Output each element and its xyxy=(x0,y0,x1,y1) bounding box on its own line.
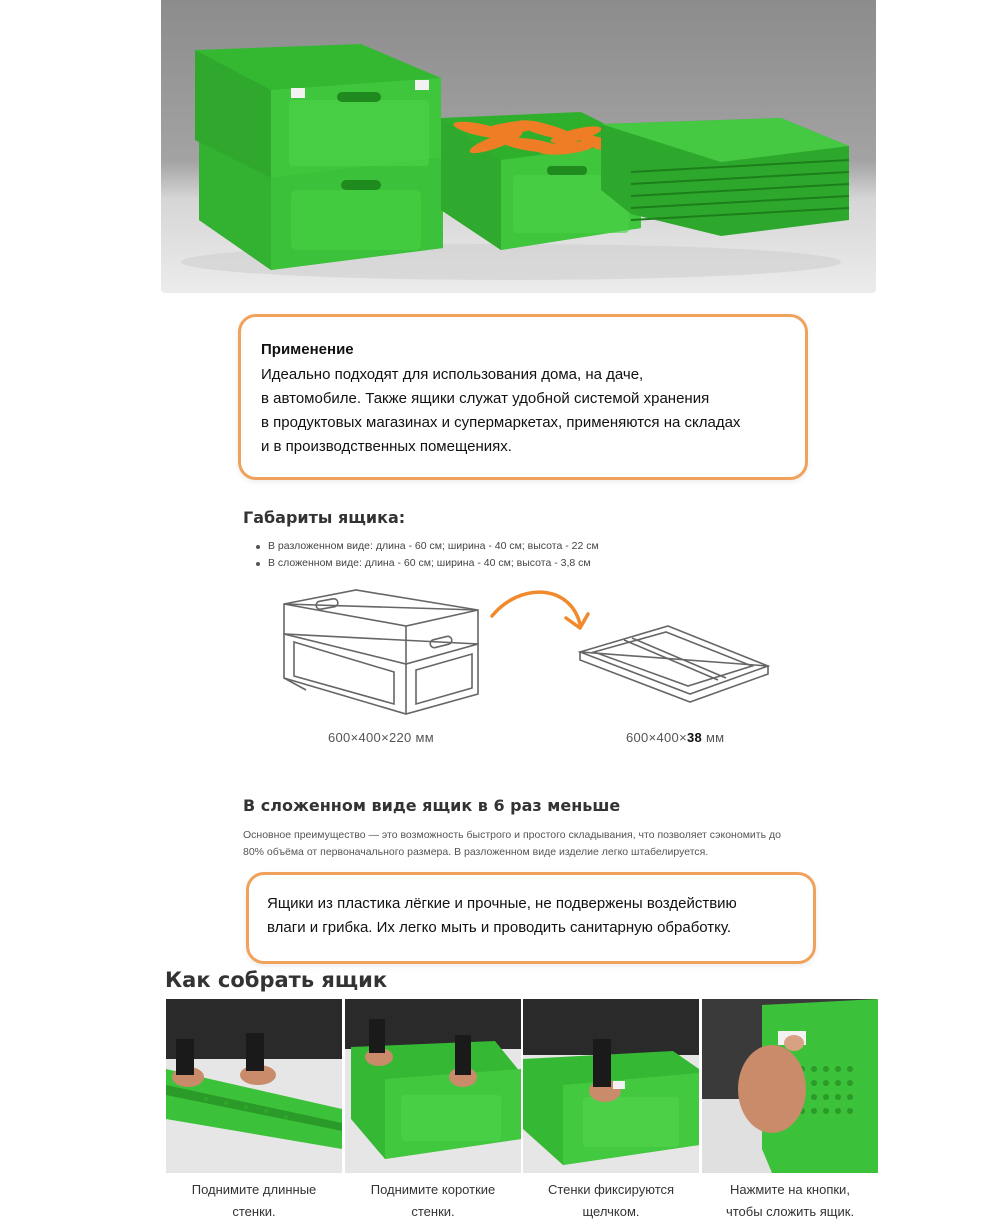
step-caption xyxy=(345,1179,521,1223)
raise-long-walls-photo xyxy=(166,999,342,1173)
material-line: влаги и грибка. Их легко мыть и проводить санитарную обработку. xyxy=(267,919,732,936)
application-line: в автомобиле. Также ящики служат удобной системой хранения xyxy=(261,390,710,407)
dimensions-title: Габариты ящика: xyxy=(243,508,406,527)
unfolded-size-caption: 600×400×220 мм xyxy=(328,730,434,745)
advantage-text: Основное преимущество — это возможность быстрого и простого складывания, что позволяет сэкономить до xyxy=(243,829,781,841)
application-card xyxy=(238,314,808,480)
step-caption-line: щелчком. xyxy=(582,1204,640,1219)
step-caption-line: Поднимите длинные xyxy=(191,1182,317,1197)
folded-smaller-title: В сложенном виде ящик в 6 раз меньше xyxy=(243,796,621,815)
step-photo xyxy=(523,999,699,1173)
step-caption-line: Нажмите на кнопки, xyxy=(730,1182,850,1197)
fold-arrow-icon xyxy=(492,592,588,628)
material-line: Ящики из пластика лёгкие и прочные, не подвержены воздействию xyxy=(267,895,737,912)
step-caption xyxy=(166,1179,342,1223)
folded-size-highlight: 38 xyxy=(686,730,703,745)
advantage-text: 80% объёма от первоначального размера. В разложенном виде изделие легко штабелируется. xyxy=(243,846,709,858)
unfolded-crate-drawing xyxy=(284,590,478,714)
application-title: Применение xyxy=(261,341,354,358)
press-buttons-photo xyxy=(702,999,878,1173)
fold-diagram xyxy=(270,586,790,726)
step-photo xyxy=(345,999,521,1173)
dimensions-bullet: В сложенном виде: длина - 60 см; ширина - 40 см; высота - 3,8 см xyxy=(256,557,599,574)
walls-click-photo xyxy=(523,999,699,1173)
application-line: Идеально подходят для использования дома, на даче, xyxy=(261,366,644,383)
crates-illustration xyxy=(161,0,876,293)
step-caption-line: чтобы сложить ящик. xyxy=(725,1204,855,1219)
step-caption-line: стенки. xyxy=(232,1204,276,1219)
step-photo xyxy=(166,999,342,1173)
application-line: и в производственных помещениях. xyxy=(261,438,512,455)
step-caption xyxy=(702,1179,878,1223)
step-caption-line: Поднимите короткие xyxy=(370,1182,496,1197)
step-caption xyxy=(523,1179,699,1223)
folded-size-suffix: мм xyxy=(702,730,725,745)
folded-size-caption xyxy=(626,730,724,745)
application-line: в продуктовых магазинах и супермаркетах, применяются на складах xyxy=(261,414,741,431)
step-caption-line: Стенки фиксируются xyxy=(547,1182,675,1197)
step-photo xyxy=(702,999,878,1173)
raise-short-walls-photo xyxy=(345,999,521,1173)
material-card xyxy=(246,872,816,964)
step-caption-line: стенки. xyxy=(411,1204,455,1219)
dimensions-bullet: В разложенном виде: длина - 60 см; ширина - 40 см; высота - 22 см xyxy=(256,540,599,557)
dimensions-list xyxy=(256,540,599,574)
folded-crate-drawing xyxy=(580,626,768,702)
hero-photo xyxy=(161,0,876,293)
howto-title: Как собрать ящик xyxy=(165,968,388,992)
folded-size-prefix: 600×400× xyxy=(626,730,687,745)
